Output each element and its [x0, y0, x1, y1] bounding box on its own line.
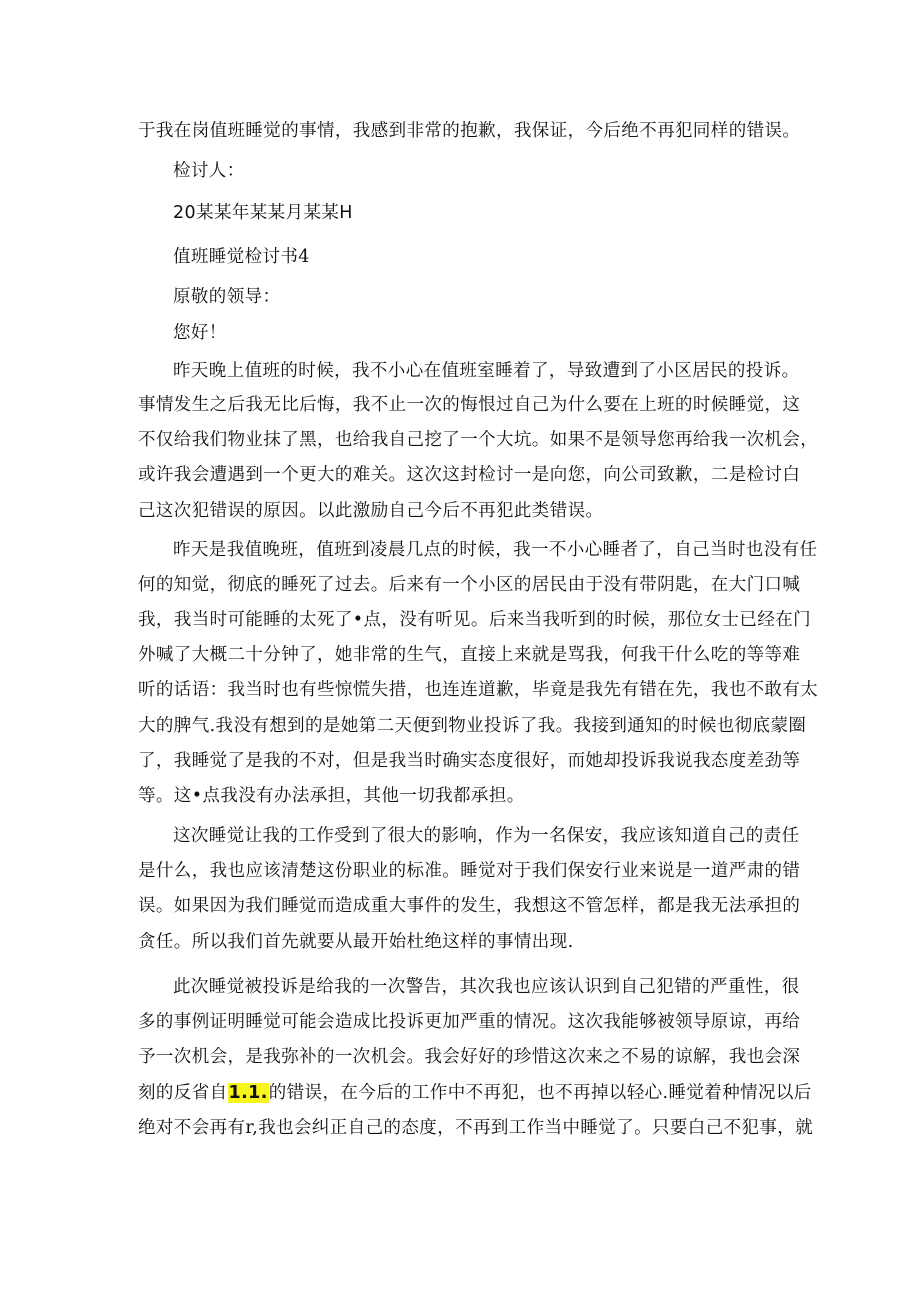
signature-label: 检讨人： — [173, 161, 245, 181]
paragraph-line: 此次睡觉被投诉是给我的一次警告，其次我也应该认识到自己犯错的严重性，很 — [173, 977, 800, 997]
paragraph-line: 这次睡觉让我的工作受到了很大的影响，作为一名保安，我应该知道自己的责任 — [173, 826, 800, 846]
paragraph-line: 何的知觉，彻底的睡死了过去。后来有一个小区的居民由于没有带阴匙，在大门口喊 — [138, 575, 801, 595]
paragraph-line: 我，我当时可能睡的太死了•点，没有听见。后来当我听到的时候，那位女士已经在门 — [138, 610, 812, 630]
paragraph-line: 等。这•点我没有办法承担，其他一切我都承担。 — [138, 786, 525, 806]
highlighted-text: 1.1. — [228, 1083, 268, 1103]
signature-date: 20某某年某某月某某H — [173, 203, 353, 223]
paragraph-line: 大的脾气.我没有想到的是她第二天便到物业投诉了我。我接到通知的时候也彻底蒙圈 — [138, 716, 807, 736]
paragraph-line: 或许我会遭遇到一个更大的难关。这次这封检讨一是向您，向公司致歉，二是检讨白 — [138, 465, 801, 485]
paragraph-line: 听的话语：我当时也有些惊慌失措，也连连道歉，毕竟是我先有错在先，我也不敢有太 — [138, 680, 819, 700]
paragraph-line: 了，我睡觉了是我的不对，但是我当时确实态度很好，而她却投诉我说我态度差劲等 — [138, 751, 801, 771]
paragraph-line: 贪任。所以我们首先就要从最开始杜绝这样的事情出现. — [138, 932, 574, 952]
paragraph-line: 昨天是我值晚班，值班到凌晨几点的时候，我一不小心睡者了，自己当时也没有任 — [173, 540, 818, 560]
greeting: 您好！ — [173, 323, 227, 343]
line-text-end: 的错误，在今后的工作中不再犯，也不再掉以轻心.睡觉着种情况以后 — [268, 1083, 812, 1103]
paragraph-line: 昨天晚上值班的时候，我不小心在值班室睡着了，导致遭到了小区居民的投诉。 — [173, 361, 800, 381]
paragraph-line: 外喊了大概二十分钟了，她非常的生气，直接上来就是骂我，何我干什么吃的等等难 — [138, 645, 801, 665]
paragraph-line: 是什么，我也应该清楚这份职业的标准。睡觉对于我们保安行业来说是一道严肃的错 — [138, 861, 801, 881]
paragraph-line: 多的事例证明睡觉可能会造成比投诉更加严重的情况。这次我能够被领导原谅，再给 — [138, 1012, 801, 1032]
paragraph-line: 不仅给我们物业抹了黑，也给我自己挖了一个大坑。如果不是领导您再给我一次机会， — [138, 430, 819, 450]
paragraph-line: 误。如果因为我们睡觉而造成重大事件的发生，我想这不管怎样，都是我无法承担的 — [138, 896, 801, 916]
line-text-start: 刻的反省自 — [138, 1083, 228, 1103]
paragraph-line: 事情发生之后我无比后悔，我不止一次的悔恨过自己为什么要在上班的时候睡觉，这 — [138, 395, 801, 415]
salutation: 原敬的领导： — [173, 287, 281, 307]
paragraph-line: 绝对不会再有r,我也会纠正自己的态度，不再到工作当中睡觉了。只要白己不犯事，就 — [138, 1118, 814, 1138]
paragraph-line-with-highlight — [138, 1080, 812, 1106]
paragraph-line: 于我在岗值班睡觉的事情，我感到非常的抱歉，我保证，今后绝不再犯同样的错误。 — [138, 121, 801, 141]
paragraph-line: 己这次犯错误的原因。以此激励自己今后不再犯此类错误。 — [138, 501, 604, 521]
section-title: 值班睡觉检讨书4 — [173, 247, 310, 267]
paragraph-line: 予一次机会，是我弥补的一次机会。我会好好的珍惜这次来之不易的谅解，我也会深 — [138, 1047, 801, 1067]
